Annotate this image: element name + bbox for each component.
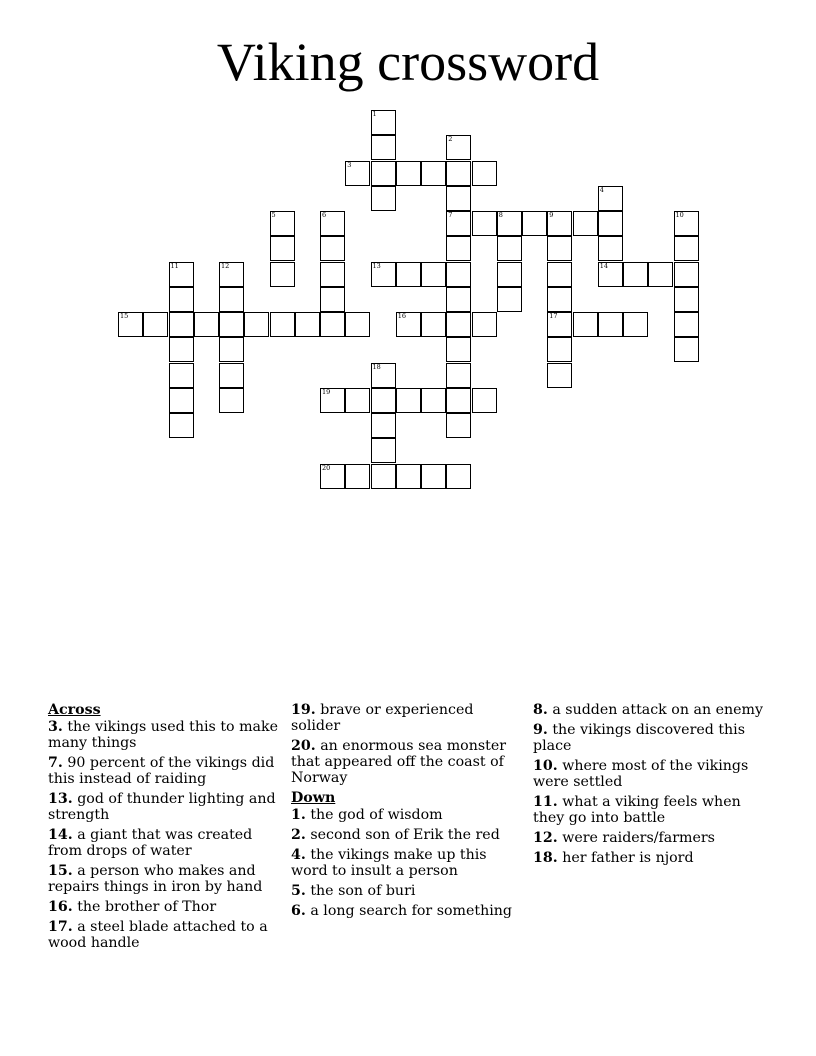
grid-cell[interactable] bbox=[320, 236, 345, 261]
grid-cell[interactable] bbox=[623, 312, 648, 337]
clue-number: 18. bbox=[533, 850, 558, 866]
grid-cell[interactable] bbox=[674, 211, 699, 236]
clue-number: 17. bbox=[48, 919, 73, 935]
grid-cell[interactable] bbox=[446, 464, 471, 489]
grid-cell[interactable] bbox=[472, 211, 497, 236]
clue-text: the son of buri bbox=[310, 883, 416, 899]
clue-text: a long search for something bbox=[310, 903, 512, 919]
clue-across-16 bbox=[48, 899, 278, 915]
grid-cell[interactable] bbox=[345, 161, 370, 186]
grid-cell[interactable] bbox=[143, 312, 168, 337]
grid-cell[interactable] bbox=[446, 161, 471, 186]
grid-cell[interactable] bbox=[472, 388, 497, 413]
grid-cell[interactable] bbox=[169, 312, 194, 337]
grid-cell[interactable] bbox=[446, 236, 471, 261]
down-header: Down bbox=[291, 790, 336, 806]
clue-across-14 bbox=[48, 827, 278, 859]
grid-cell[interactable] bbox=[674, 236, 699, 261]
grid-cell[interactable] bbox=[674, 262, 699, 287]
grid-cell[interactable] bbox=[396, 388, 421, 413]
clues-column-2 bbox=[291, 702, 523, 923]
grid-cell[interactable] bbox=[674, 337, 699, 362]
clue-down-18 bbox=[533, 850, 773, 866]
clue-number: 7. bbox=[48, 755, 63, 771]
clue-across-17 bbox=[48, 919, 278, 951]
clue-number: 13. bbox=[48, 791, 73, 807]
clue-text: her father is njord bbox=[562, 850, 694, 866]
clue-text: the vikings used this to make many things bbox=[48, 719, 279, 751]
grid-cell[interactable] bbox=[547, 211, 572, 236]
grid-cell[interactable] bbox=[371, 262, 396, 287]
clue-down-1 bbox=[291, 807, 523, 823]
clue-text: an enormous sea monster that appeared off the coast of Norway bbox=[291, 738, 507, 786]
clue-down-6 bbox=[291, 903, 523, 919]
grid-cell[interactable] bbox=[598, 211, 623, 236]
grid-cell[interactable] bbox=[446, 388, 471, 413]
grid-cell[interactable] bbox=[320, 388, 345, 413]
grid-cell[interactable] bbox=[674, 312, 699, 337]
clue-down-9 bbox=[533, 722, 773, 754]
grid-cell[interactable] bbox=[219, 337, 244, 362]
grid-cell[interactable] bbox=[623, 262, 648, 287]
clue-down-5 bbox=[291, 883, 523, 899]
clue-across-15 bbox=[48, 863, 278, 895]
clue-number: 5. bbox=[291, 883, 306, 899]
clue-number: 14. bbox=[48, 827, 73, 843]
clue-number: 1. bbox=[291, 807, 306, 823]
grid-cell[interactable] bbox=[345, 388, 370, 413]
grid-cell[interactable] bbox=[421, 388, 446, 413]
grid-cell[interactable] bbox=[169, 287, 194, 312]
grid-cell[interactable] bbox=[674, 287, 699, 312]
clue-text: second son of Erik the red bbox=[310, 827, 500, 843]
clue-number: 2. bbox=[291, 827, 306, 843]
grid-cell[interactable] bbox=[320, 262, 345, 287]
grid-cell[interactable] bbox=[371, 135, 396, 160]
clue-number: 10. bbox=[533, 758, 558, 774]
cell-number: 4 bbox=[599, 185, 604, 194]
grid-cell[interactable] bbox=[345, 312, 370, 337]
clue-across-19 bbox=[291, 702, 523, 734]
clue-number: 11. bbox=[533, 794, 558, 810]
clue-number: 9. bbox=[533, 722, 548, 738]
grid-cell[interactable] bbox=[169, 262, 194, 287]
clue-text: a steel blade attached to a wood handle bbox=[48, 919, 268, 951]
clue-down-12 bbox=[533, 830, 773, 846]
crossword-grid bbox=[0, 0, 816, 520]
grid-cell[interactable] bbox=[472, 161, 497, 186]
clue-text: a giant that was created from drops of water bbox=[48, 827, 253, 859]
grid-cell[interactable] bbox=[598, 262, 623, 287]
grid-cell[interactable] bbox=[547, 236, 572, 261]
grid-cell[interactable] bbox=[244, 312, 269, 337]
grid-cell[interactable] bbox=[219, 312, 244, 337]
grid-cell[interactable] bbox=[446, 186, 471, 211]
grid-cell[interactable] bbox=[270, 312, 295, 337]
grid-cell[interactable] bbox=[446, 413, 471, 438]
cell-number: 19 bbox=[322, 387, 331, 396]
clue-across-3 bbox=[48, 719, 278, 751]
grid-cell[interactable] bbox=[446, 262, 471, 287]
across-header: Across bbox=[48, 702, 101, 718]
clue-number: 4. bbox=[291, 847, 306, 863]
grid-cell[interactable] bbox=[371, 186, 396, 211]
grid-cell[interactable] bbox=[547, 312, 572, 337]
grid-cell[interactable] bbox=[421, 262, 446, 287]
clue-down-10 bbox=[533, 758, 773, 790]
clue-text: where most of the vikings were settled bbox=[533, 758, 749, 790]
clue-across-7 bbox=[48, 755, 278, 787]
grid-cell[interactable] bbox=[270, 236, 295, 261]
grid-cell[interactable] bbox=[169, 388, 194, 413]
grid-cell[interactable] bbox=[497, 236, 522, 261]
grid-cell[interactable] bbox=[396, 464, 421, 489]
grid-cell[interactable] bbox=[270, 211, 295, 236]
cell-number: 1 bbox=[372, 110, 377, 118]
grid-cell[interactable] bbox=[446, 363, 471, 388]
grid-cell[interactable] bbox=[522, 211, 547, 236]
cell-number: 7 bbox=[448, 211, 453, 219]
grid-cell[interactable] bbox=[194, 312, 219, 337]
clues-column-1 bbox=[48, 702, 278, 955]
grid-cell[interactable] bbox=[598, 236, 623, 261]
cell-number: 18 bbox=[372, 362, 381, 371]
cell-number: 10 bbox=[675, 211, 684, 219]
grid-cell[interactable] bbox=[547, 287, 572, 312]
grid-cell[interactable] bbox=[295, 312, 320, 337]
grid-cell[interactable] bbox=[446, 135, 471, 160]
clue-text: brave or experienced solider bbox=[291, 702, 474, 734]
grid-cell[interactable] bbox=[421, 312, 446, 337]
grid-cell[interactable] bbox=[396, 312, 421, 337]
clue-text: what a viking feels when they go into battle bbox=[533, 794, 741, 826]
cell-number: 2 bbox=[448, 135, 453, 144]
grid-cell[interactable] bbox=[219, 262, 244, 287]
grid-cell[interactable] bbox=[396, 161, 421, 186]
cell-number: 12 bbox=[221, 261, 230, 270]
grid-cell[interactable] bbox=[169, 363, 194, 388]
grid-cell[interactable] bbox=[371, 161, 396, 186]
clue-text: the brother of Thor bbox=[77, 899, 217, 915]
grid-cell[interactable] bbox=[497, 262, 522, 287]
grid-cell[interactable] bbox=[648, 262, 673, 287]
clue-text: were raiders/farmers bbox=[562, 830, 715, 846]
grid-cell[interactable] bbox=[371, 464, 396, 489]
cell-number: 13 bbox=[372, 261, 381, 270]
grid-cell[interactable] bbox=[371, 413, 396, 438]
cell-number: 5 bbox=[271, 211, 276, 219]
clue-down-4 bbox=[291, 847, 523, 879]
grid-cell[interactable] bbox=[598, 312, 623, 337]
clue-down-2 bbox=[291, 827, 523, 843]
cell-number: 20 bbox=[322, 463, 331, 472]
clue-number: 16. bbox=[48, 899, 73, 915]
grid-cell[interactable] bbox=[396, 262, 421, 287]
grid-cell[interactable] bbox=[219, 388, 244, 413]
grid-cell[interactable] bbox=[446, 312, 471, 337]
clue-number: 20. bbox=[291, 738, 316, 754]
clue-across-13 bbox=[48, 791, 278, 823]
grid-cell[interactable] bbox=[421, 464, 446, 489]
grid-cell[interactable] bbox=[446, 211, 471, 236]
grid-cell[interactable] bbox=[573, 211, 598, 236]
grid-cell[interactable] bbox=[219, 363, 244, 388]
page-title: Viking crossword bbox=[216, 32, 600, 92]
grid-cell[interactable] bbox=[547, 262, 572, 287]
grid-cell[interactable] bbox=[598, 186, 623, 211]
clue-number: 15. bbox=[48, 863, 73, 879]
clue-number: 19. bbox=[291, 702, 316, 718]
clue-number: 8. bbox=[533, 702, 548, 718]
cell-number: 16 bbox=[397, 312, 407, 320]
clues-column-3 bbox=[533, 702, 773, 870]
grid-cell[interactable] bbox=[320, 211, 345, 236]
cell-number: 17 bbox=[549, 312, 558, 320]
cell-number: 11 bbox=[170, 261, 179, 270]
cell-number: 15 bbox=[120, 312, 129, 320]
cell-number: 8 bbox=[498, 211, 503, 219]
grid-cell[interactable] bbox=[371, 363, 396, 388]
grid-cell[interactable] bbox=[371, 388, 396, 413]
clue-text: the vikings discovered this place bbox=[533, 722, 745, 754]
grid-cell[interactable] bbox=[320, 464, 345, 489]
grid-cell[interactable] bbox=[547, 363, 572, 388]
clue-text: the god of wisdom bbox=[310, 807, 443, 823]
grid-cell[interactable] bbox=[345, 464, 370, 489]
grid-cell[interactable] bbox=[446, 287, 471, 312]
clue-down-8 bbox=[533, 702, 773, 718]
grid-cell[interactable] bbox=[270, 262, 295, 287]
grid-cell[interactable] bbox=[472, 312, 497, 337]
grid-cell[interactable] bbox=[371, 438, 396, 463]
clue-text: god of thunder lighting and strength bbox=[48, 791, 276, 823]
clue-text: a person who makes and repairs things in iron by hand bbox=[48, 863, 263, 895]
grid-cell[interactable] bbox=[118, 312, 143, 337]
clue-down-11 bbox=[533, 794, 773, 826]
grid-cell[interactable] bbox=[371, 110, 396, 135]
clue-number: 6. bbox=[291, 903, 306, 919]
grid-cell[interactable] bbox=[169, 337, 194, 362]
grid-cell[interactable] bbox=[547, 337, 572, 362]
clue-text: the vikings make up this word to insult a person bbox=[291, 847, 487, 879]
clue-number: 12. bbox=[533, 830, 558, 846]
cell-number: 14 bbox=[599, 261, 609, 270]
clue-across-20 bbox=[291, 738, 523, 786]
cell-number: 3 bbox=[347, 160, 352, 169]
grid-cell[interactable] bbox=[320, 312, 345, 337]
grid-cell[interactable] bbox=[169, 413, 194, 438]
grid-cell[interactable] bbox=[320, 287, 345, 312]
clue-text: 90 percent of the vikings did this instead of raiding bbox=[48, 755, 275, 787]
grid-cell[interactable] bbox=[497, 287, 522, 312]
grid-cell[interactable] bbox=[446, 337, 471, 362]
cell-number: 6 bbox=[322, 211, 327, 219]
clue-text: a sudden attack on an enemy bbox=[552, 702, 763, 718]
grid-cell[interactable] bbox=[497, 211, 522, 236]
grid-cell[interactable] bbox=[421, 161, 446, 186]
grid-cell[interactable] bbox=[573, 312, 598, 337]
grid-cell[interactable] bbox=[219, 287, 244, 312]
cell-number: 9 bbox=[549, 211, 554, 219]
clue-number: 3. bbox=[48, 719, 63, 735]
